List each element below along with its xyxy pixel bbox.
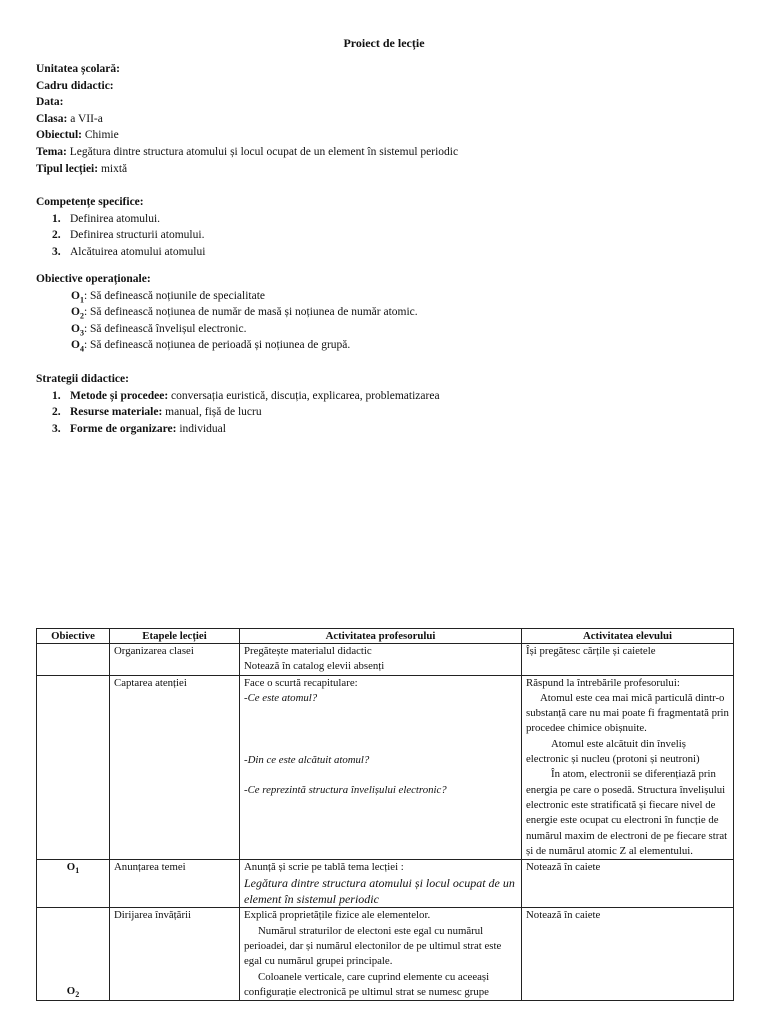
- table-row: [37, 644, 734, 676]
- etapa-cell: Dirijarea învățării: [110, 908, 240, 1001]
- clasa-value: a VII-a: [67, 112, 103, 125]
- cadru-label: Cadru didactic:: [36, 79, 114, 92]
- header-activitatea-profesorului: Activitatea profesorului: [240, 629, 522, 644]
- header-info: [36, 61, 458, 177]
- obiectiv-item: $O_2$: Să definească noțiunea de număr de masă și noțiunea de număr atomic.: [71, 306, 418, 321]
- competenta-item: 1. Definirea atomului.: [52, 212, 161, 225]
- data-label: Data:: [36, 96, 64, 109]
- obiectiv-item: $O_4$: Să definească noțiunea de perioadă și noțiunea de grupă.: [71, 339, 351, 354]
- obiectiv-cell: $O_2$: [37, 908, 110, 1001]
- competenta-item: 2. Definirea structurii atomului.: [52, 229, 205, 242]
- document-title: Proiect de lecție: [343, 36, 425, 50]
- etapa-cell: Captarea atenției: [110, 675, 240, 860]
- tipul-value: mixtă: [98, 162, 128, 175]
- table-row: [37, 675, 734, 860]
- header-obiective: Obiective: [37, 629, 110, 644]
- obiective-section: [36, 271, 418, 354]
- strategie-item: 1. Metode și procedee: conversația euristică, discuția, explicarea, problematizarea: [52, 389, 440, 402]
- etapa-cell: Organizarea clasei: [110, 644, 240, 676]
- profesor-cell: Face o scurtă recapitulare: -Ce este atomul? -Din ce este alcătuit atomul? -Ce reprezintă structura învelișului electronic?: [240, 675, 522, 860]
- competente-heading: Competențe specifice:: [36, 196, 144, 208]
- tipul-label: Tipul lecției:: [36, 162, 99, 175]
- obiectiv-item: $O_1$: Să definească noțiunile de specialitate: [71, 289, 266, 304]
- elev-cell: Notează în caiete: [522, 908, 734, 1001]
- strategii-heading: Strategii didactice:: [36, 373, 129, 385]
- profesor-cell: Explică proprietățile fizice ale elementelor. Numărul straturilor de electoni este egal cu numărul perioadei, dar și numărul electonilor de pe ultimul strat este egal cu numărul grupei principale. Coloanele verticale, care cuprind elemente cu aceeași configurație electronică pe ultimul strat se numesc grupe: [240, 908, 522, 1001]
- strategie-item: 2. Resurse materiale: manual, fișă de lucru: [52, 406, 262, 419]
- obiectiv-cell: [37, 675, 110, 860]
- obiective-heading: Obiective operaționale:: [36, 273, 151, 285]
- strategie-item: 3. Forme de organizare: individual: [52, 422, 226, 435]
- tema-label: Tema:: [36, 145, 67, 158]
- header-activitatea-elevului: Activitatea elevului: [522, 629, 734, 644]
- table-header-row: [37, 629, 734, 644]
- obiectul-label: Obiectul:: [36, 129, 82, 142]
- clasa-label: Clasa:: [36, 112, 68, 125]
- obiectul-value: Chimie: [82, 129, 119, 142]
- lesson-table: [36, 628, 734, 1001]
- elev-cell: Își pregătesc cărțile și caietele: [522, 644, 734, 676]
- profesor-cell: Pregătește materialul didactic Notează în catalog elevii absenți: [240, 644, 522, 676]
- competente-section: [36, 194, 205, 260]
- strategii-section: [36, 371, 440, 437]
- profesor-cell: Anunță și scrie pe tablă tema lecției : Legătura dintre structura atomului și locul ocupat de un element în sistemul periodic: [240, 860, 522, 908]
- obiectiv-cell: $O_1$: [37, 860, 110, 908]
- unitatea-label: Unitatea școlară:: [36, 63, 120, 75]
- obiectiv-item: $O_3$: Să definească învelișul electronic.: [71, 322, 247, 338]
- elev-cell: Răspund la întrebările profesorului: Atomul este cea mai mică particulă dintr-o substanță care nu mai poate fi fragmentată prin procedee chimice obișnuite. Atomul este alcătuit din înveliș electronic și nucleu (protoni și neutroni) În atom, electronii se diferențiază prin energia pe care o posedă. Structura învelișului electronic este stratificată și fiecare nivel de energie este ocupat cu electroni în funcție de numărul maxim de electroni de pe fiecare strat și de numărul atomic Z al elementului.: [522, 675, 734, 860]
- header-etapele: Etapele lecției: [110, 629, 240, 644]
- table-row: [37, 860, 734, 908]
- elev-cell: Notează în caiete: [522, 860, 734, 908]
- tema-value: Legătura dintre structura atomului și locul ocupat de un element în sistemul periodic: [66, 145, 459, 158]
- table-row: [37, 908, 734, 1001]
- obiectiv-cell: [37, 644, 110, 676]
- competenta-item: 3. Alcătuirea atomului atomului: [52, 245, 206, 258]
- etapa-cell: Anunțarea temei: [110, 860, 240, 908]
